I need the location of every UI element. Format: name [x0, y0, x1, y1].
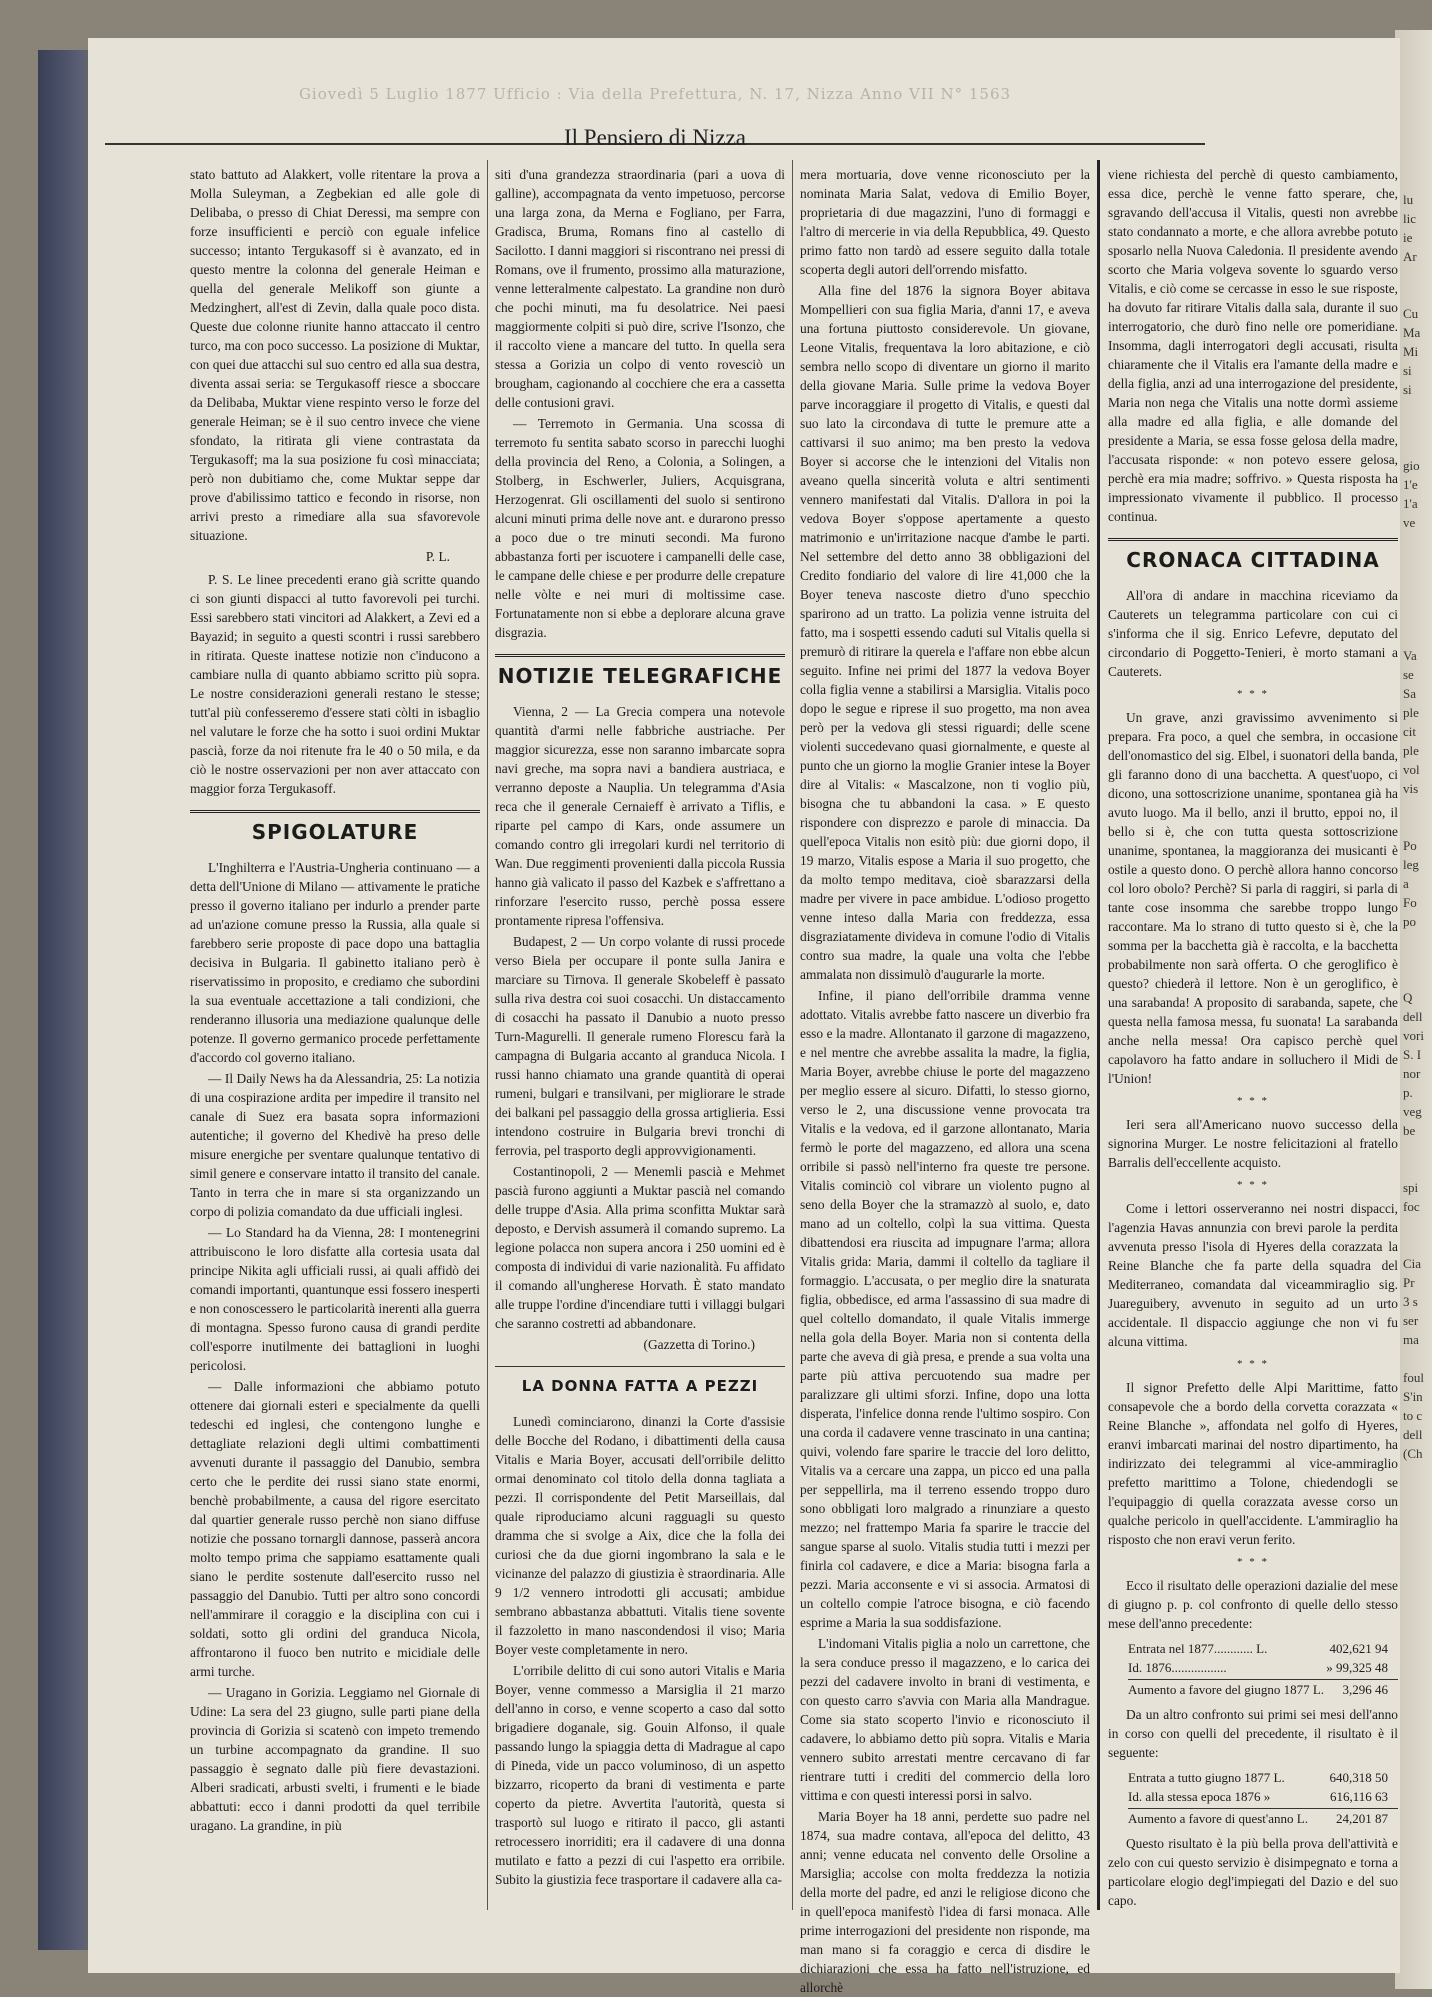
fragment-line	[1403, 798, 1432, 817]
fragment-line: to c	[1403, 1408, 1423, 1423]
fragment-line: be	[1403, 1123, 1416, 1138]
article-paragraph: Lunedì cominciarono, dinanzi la Corte d'assisie delle Bocche del Rodano, i dibattimenti della causa Vitalis e Maria Boyer, accusati dell'orribile delitto ormai denominato col titolo della donna tagliata a pezzi. Il corrispondente del Petit Marseillais, dal quale riproduciamo alcuni ragguagli su questo dramma che si svolge a Aix, dice che la folla dei curiosi che da due giorni ingombrano la sala e le vicinanze del palazzo di giustizia è straordinaria. Alle 9 1/2 vennero introdotti gli accusati; ambidue sembrano abbastanza abbattuti. Vitalis tiene sovente il fazzoletto in mano nascondendosi il viso; Maria Boyer veste completamente in nero.	[495, 1414, 785, 1657]
fragment-line: foc	[1403, 1199, 1420, 1214]
article-paragraph: Ieri sera all'Americano nuovo successo della signorina Murger. Le nostre felicitazioni al fratello Barralis dell'eccellente acquisto.	[1108, 1117, 1398, 1170]
fragment-line	[1403, 608, 1432, 627]
column-divider	[487, 160, 488, 1910]
fragment-line: si	[1403, 363, 1412, 378]
article-paragraph: siti d'una grandezza straordinaria (pari a uova di galline), accompagnata da vento impetuoso, percorse una larga zona, da Merna e Fogliano, per Farra, Gradisca, Bruma, Romans fino al castello di Sacilotto. I danni maggiori si riscontrano nei pressi di Romans, ove il frumento, prossimo alla maturazione, venne letteralmente calpestato. La grandine non durò che pochi minuti, ma fu desolatrice. Nei paesi maggiormente colpiti si può dire, scrive l'Isonzo, che il raccolto viene a mancare del tutto. In quella sera stessa a Gorizia un colpo di vento rovesciò un brougham, cagionando al cocchiere che era a cassetta delle contusioni gravi.	[495, 167, 785, 410]
fragment-line	[1403, 266, 1432, 285]
article-paragraph: stato battuto ad Alakkert, volle ritentare la prova a Molla Suleyman, a Zegbekian ed alle gole di Delibaba, o presso di Chiat Deressi, ma sempre con forze insufficienti e perciò con eguale infelice successo; intanto Tergukasoff si è avanzato, ed in questo mentre la colonna del generale Heiman e quella del generale Melikoff son giunte a Medzinghert, all'est di Zevin, dalla quale poco dista. Queste due colonne riunite hanno attaccato il centro turco, ma con poco successo. La posizione di Muktar, con quei due attacchi sul suo centro ed alla sua destra, diventa assai seria: se Tergukasoff riesce a sboccare da Delibaba, Muktar viene respinto verso le forze del generale Heiman; se è il suo centro invece che viene sfondato, la ritirata gli viene contrastata da Tergukasoff; ma la sua posizione fu così minacciata; però non dubitiamo che, come Muktar seppe dar prove d'abilissimo tattico e fecondo in risorse, non arrivi presto a rimediare alla sua sfavorevole situazione.	[190, 167, 480, 543]
article-paragraph: L'Inghilterra e l'Austria-Ungheria continuano — a detta dell'Unione di Milano — attivamente le pratiche presso il governo italiano per indurlo a prender parte ad un'azione comune presso la Russia, alla quale si farebbero serie proposte di pace dopo una battaglia decisiva in Bulgaria. Il gabinetto italiano però è riservatissimo in proposito, e crediamo che subordini la sua eventuale accettazione a tali condizioni, che renderanno illusoria una mediazione qualunque delle potenze. Il governo germanico procede perfettamente d'accordo col governo italiano.	[190, 860, 480, 1065]
table-row: Id. alla stessa epoca 1876 » 616,116 63	[1128, 1789, 1388, 1804]
fragment-line: Pr	[1403, 1275, 1415, 1290]
fragment-line	[1403, 399, 1432, 418]
article-paragraph: mera mortuaria, dove venne riconosciuto per la nominata Maria Salat, vedova di Emilio Boyer, proprietaria di due magazzini, l'uno di formaggi e l'altro di mercerie in via della Repubblica, 49. Questo primo fatto non tardò ad essere seguito dalla totale scoperta degli autori dell'orrendo misfatto.	[800, 167, 1090, 277]
article-paragraph: Budapest, 2 — Un corpo volante di russi procede verso Biela per occupare il ponte sulla Janira e marciare su Tirnova. Il generale Skobeleff è passato sulla riva destra coi suoi cosacchi. Un distaccamento di cosacchi ha passato il Danubio a nuoto presso Turn-Magurelli. Il generale rumeno Florescu farà la campagna di Bulgaria accanto al granduca Nicola. I russi hanno chiamato una grande quantità di operai rumeni, bulgari e transilvani, per migliorare le strade dei balkani pel passaggio della grossa artiglieria. Essi intendono costruire in Bulgaria brevi tronchi di ferrovia, pel trasporto degli approvvigionamenti.	[495, 934, 785, 1158]
article-paragraph: P. S. Le linee precedenti erano già scritte quando ci son giunti dispacci al tutto favorevoli pei turchi. Essi sarebbero stati vincitori ad Alakkert, a Zevi ed a Bayazid; in seguito a questi scontri i russi sarebbero in ritirata. Queste inattese notizie non c'inducono a cambiare nulla di quanto abbiamo scritto più sopra. Le nostre considerazioni generali restano le stesse; tutt'al più confesseremo d'essere stati còlti in isbaglio nel valutare le forze che ha sotto i suoi ordini Muktar pascià, forze da noi ritenute fra le 40 o 50 mila, e da ciò le nostre osservazioni per non aver attaccato con maggior forza Tergukasoff.	[190, 572, 480, 796]
fragment-line: vori	[1403, 1028, 1424, 1043]
section-title-spigolature: SPIGOLATURE	[190, 810, 480, 848]
separator-stars: * * *	[1237, 1358, 1269, 1370]
source-credit: (Gazzetta di Torino.)	[643, 1337, 755, 1352]
fragment-line: ple	[1403, 705, 1419, 720]
fragment-line: S'in	[1403, 1389, 1423, 1404]
adjacent-page-fragment	[1403, 190, 1432, 1890]
tax-table-june	[1128, 1639, 1398, 1699]
fragment-line: veg	[1403, 1104, 1422, 1119]
fragment-line	[1403, 969, 1432, 988]
article-paragraph: L'orribile delitto di cui sono autori Vitalis e Maria Boyer, venne commesso a Marsiglia il 21 marzo dell'anno in corso, e venne scoperto a caso dal sotto brigadiere doganale, sig. Gouin Alfonso, il quale passando lungo la spiaggia detta di Madrague al capo di Pineda, vide un pacco voluminoso, di un aspetto bizzarro, ricoperto da brani di vestimenta e parte coperto da pietre. Avvertita l'autorità, questa si trasportò sul luogo e ritirato il pacco, gli astanti retrocessero inorriditi; era il cadavere di una donna mutilato e fatto a pezzi di cui l'aspetto era orribile. Subito la giustizia fece trasportare il cadavere alla ca-	[495, 1663, 785, 1887]
article-paragraph: — Lo Standard ha da Vienna, 28: I montenegrini attribuiscono le loro disfatte alla cortesia usata dal principe Nikita agli ufficiali russi, ai quali affidò dei comandi importanti, quantunque essi fossero inesperti e non conoscessero le particolarità inerenti alla guerra di montagna. Spesso furono causa di grandi perdite coll'esporre inutilmente dei battaglioni in luoghi pericolosi.	[190, 1225, 480, 1373]
article-paragraph: Costantinopoli, 2 — Menemli pascià e Mehmet pascià furono aggiunti a Muktar pascià nel comando delle truppe d'Asia. Alla prima sconfitta Muktar sarà deposto, e Dervish assumerà il comando supremo. La legione polacca non supera ancora i 250 uomini ed è composta di individui di varie nazionalità. Fu affidato il comando all'ungherese Horvath. È stato mandato alle truppe l'ordine d'incendiare tutti i villaggi bulgari che saranno costretti ad abbandonare.	[495, 1164, 785, 1331]
column-4	[1108, 165, 1398, 1910]
article-paragraph: L'indomani Vitalis piglia a nolo un carrettone, che la sera conduce presso il magazzeno, e lo carica dei pezzi del cadavere involto in brani di vestimenta, e con questo carro s'avvia con Maria alla Mandrague. Come sia stato scoperto l'invio e riconosciuto il cadavere, lo abbiamo detto più sopra. Vitalis e Maria vennero subito arrestati mentre cercavano di far rientrare tutti i crediti del commercio della loro vittima e con questi interessi porsi in salvo.	[800, 1636, 1090, 1803]
tax-table-semester	[1128, 1768, 1398, 1828]
fragment-line	[1403, 627, 1432, 646]
page-header	[105, 85, 1205, 150]
section-title-donna-fatta-a-pezzi: LA DONNA FATTA A PEZZI	[495, 1366, 785, 1402]
fragment-line: se	[1403, 667, 1414, 682]
article-paragraph: Il signor Prefetto delle Alpi Marittime, fatto consapevole che a bordo della corvetta corazzata « Reine Blanche », affondata nel golfo di Hyeres, eranvi imbarcati marinai del nostro dipartimento, ha indirizzato dei telegrammi al vice-ammiraglio prefetto marittimo a Tolone, chiedendogli se l'equipaggio di quella corazzata avesse corso un qualche pericolo in quell'accidente. L'ammiraglio ha risposto che non eravi verun ferito.	[1108, 1380, 1398, 1547]
separator-stars: * * *	[1237, 688, 1269, 700]
article-paragraph: Un grave, anzi gravissimo avvenimento si prepara. Fra poco, a quel che sembra, in occasione dell'onomastico del sig. Elbel, i suonatori della banda, gli faranno dono di una bacchetta. A quest'uopo, ci dicono, una sottoscrizione unanime, spontanea già ha avuto luogo. Ma il bello, anzi il brutto, eppoi no, il bello si è, che con tutta questa sottoscrizione unanime, spontanea, la maggioranza dei musicanti è ostile a questo dono. O perchè allora hanno concorso col loro obolo? Perchè? Si parla di raggiri, si parla di tante cose insomma che sarebbe troppo lungo raccontare. Ma lo strano di tutto questo si è, che la somma per la bacchetta già è raccolta, e la bacchetta probabilmente non sarà offerta. O che geroglifico è questo? chiederà il lettore. Non è un geroglifico, è una sarabanda! A proposito di sarabanda, sapete, che questa nella famosa messa, fu suonata! La sarabanda anche nella messa! Ora capisco perchè quel capolavoro ha fatto andare in solluchero il Midi de l'Union!	[1108, 710, 1398, 1086]
article-paragraph: — Terremoto in Germania. Una scossa di terremoto fu sentita sabato scorso in parecchi luoghi della provincia del Reno, a Colonia, a Solingen, a Stolberg, in Eschwerler, Juliers, Acquisgrana, Herzogenrat. Gli oscillamenti del suolo si sentirono alcuni minuti prima delle nove ant. e durarono presso a poco due o tre minuti secondi. Ma furono abbastanza forti per iscuotere i campanelli delle case, le campane delle chiese e per produrre delle crepature nelle vòlte e nei muri di moltissime case. Fortunatamente non si ebbe a deplorare alcuna grave disgrazia.	[495, 416, 785, 640]
fragment-line: vol	[1403, 762, 1420, 777]
fragment-line: ple	[1403, 743, 1419, 758]
fragment-line: dell	[1403, 1427, 1423, 1442]
article-paragraph: — Dalle informazioni che abbiamo potuto ottenere dai giornali esteri e specialmente da quelli tedeschi ed inglesi, che contengono lunghe e dettagliate relazioni degli ultimi combattimenti avvenuti durante il passaggio del Danubio, sembra certo che le perdite dei russi siano state enormi, benchè probabilmente, a causa del rigore esercitato dal quartier generale russo perchè non siano diffuse notizie che possano tornargli dannose, passerà ancora molto tempo prima che sappiamo esattamente quali siano le perdite sostenute dall'esercito russo nel passaggio del Danubio. Tutti per altro sono concordi nell'ammirare il coraggio e la disciplina con cui i soldati, sotto gli ordini del granduca Nicola, affrontarono il fuoco ben nutrito e micidiale delle armi turche.	[190, 1379, 480, 1679]
table-row: Id. 1876................. » 99,325 48	[1128, 1660, 1388, 1675]
table-total-row: Aumento a favore del giugno 1877 L. 3,296 46	[1128, 1679, 1398, 1699]
fragment-line: 1'e	[1403, 477, 1418, 492]
article-paragraph: — Il Daily News ha da Alessandria, 25: La notizia di una cospirazione ardita per impedire il transito nel canale di Suez era basata sopra informazioni autentiche; il governo del Khedivè ha preso delle misure energiche per sventare qualunque tentativo di simil genere e conservare intatto il transito del canale. Tanto in terra che in mare si sta organizzando un corpo di polizia comandato da due ufficiali inglesi.	[190, 1071, 480, 1219]
fragment-line: dell	[1403, 1009, 1423, 1024]
header-show-through: Giovedì 5 Luglio 1877 Ufficio : Via della Prefettura, N. 17, Nizza Anno VII N° 1563	[298, 85, 1012, 103]
fragment-line	[1403, 285, 1432, 304]
article-paragraph: viene richiesta del perchè di questo cambiamento, essa dice, perchè le venne fatto sperare, che, sgravando dell'accusa il Vitalis, questi non avrebbe stato condannato a morte, e che allora avrebbe potuto sposarlo nella Nuova Caledonia. Il presidente avendo scorto che Maria volgeva sovente lo sguardo verso Vitalis, e ciò come se cercasse in esso le sue risposte, ha dovuto far ritirare Vitalis dalla sala, durante il suo interrogatorio, che durò fino nelle ore pomeridiane. Insomma, dagli interrogatori degli accusati, risulta chiaramente che il Vitalis era l'amante della madre e della figlia, anzi ad una interrogazione del presidente, Maria non nega che Vitalis una notte dormì assieme alla madre ed alla figlia, e alle domande del presidente a Maria, se essa fosse gelosa della madre, l'accusata risponde: « non potevo essere gelosa, perchè era mia madre; soffrivo. » Questa risposta ha impressionato vivamente il pubblico. Il processo continua.	[1108, 167, 1398, 524]
separator-stars: * * *	[1237, 1095, 1269, 1107]
fragment-line: ma	[1403, 1332, 1419, 1347]
table-row: Entrata nel 1877............ L. 402,621 94	[1128, 1641, 1388, 1656]
fragment-line: foul	[1403, 1370, 1424, 1385]
fragment-line	[1403, 1235, 1432, 1254]
fragment-line: Fo	[1403, 895, 1417, 910]
fragment-line	[1403, 1159, 1432, 1178]
fragment-line: leg	[1403, 857, 1419, 872]
fragment-line: S. I	[1403, 1047, 1422, 1062]
separator-stars: * * *	[1237, 1556, 1269, 1568]
article-paragraph: Da un altro confronto sui primi sei mesi dell'anno in corso con quelli del precedente, il risultato è il seguente:	[1108, 1707, 1398, 1760]
fragment-line	[1403, 1216, 1432, 1235]
fragment-line	[1403, 570, 1432, 589]
fragment-line: lic	[1403, 211, 1416, 226]
article-paragraph: Questo risultato è la più bella prova dell'attività e zelo con cui questo servizio è disimpegnato e torna a particolare elogio degl'impiegati del Dazio e del suo capo.	[1108, 1836, 1398, 1908]
column-divider	[1097, 160, 1100, 1910]
fragment-line: Cu	[1403, 306, 1419, 321]
fragment-line: Q	[1403, 990, 1413, 1005]
fragment-line	[1403, 931, 1432, 950]
author-signature: P. L.	[425, 549, 450, 564]
section-title-cronaca-cittadina: CRONACA CITTADINA	[1108, 538, 1398, 576]
separator-stars: * * *	[1237, 1179, 1269, 1191]
article-paragraph: — Uragano in Gorizia. Leggiamo nel Giornale di Udine: La sera del 23 giugno, sulle parti piane della provincia di Gorizia si scatenò con impeto tremendo un turbine accompagnato da grandine. Il suo passaggio è segnato dalle più fiere devastazioni. Alberi sradicati, arbusti svelti, i frumenti e le biade abbattuti: ecco i danni prodotti da quel terribile uragano. La grandine, in più	[190, 1685, 480, 1833]
table-total-row: Aumento a favore di quest'anno L. 24,201 87	[1128, 1808, 1398, 1828]
fragment-line: 3 s	[1403, 1294, 1418, 1309]
fragment-line	[1403, 1349, 1432, 1368]
article-paragraph: Maria Boyer ha 18 anni, perdette suo padre nel 1874, sua madre contava, all'epoca del delitto, 43 anni; venne educata nel convento delle Orsoline a Marsiglia; accolse con molta freddezza la notizia della morte del padre, ed anzi le religiose dicono che in quell'epoca manifestò l'idea di farsi monaca. Alle prime interrogazioni del presidente non risponde, ma man mano si fa coraggio e cerca di disdire le dichiarazioni che essa ha fatto nell'istruzione, ed allorchè	[800, 1809, 1090, 1995]
fragment-line	[1403, 817, 1432, 836]
fragment-line: Ma	[1403, 325, 1421, 340]
column-2	[495, 165, 785, 1910]
fragment-line: spi	[1403, 1180, 1419, 1195]
fragment-line: gio	[1403, 458, 1420, 473]
table-row: Entrata a tutto giugno 1877 L. 640,318 50	[1128, 1770, 1388, 1785]
fragment-line: ie	[1403, 230, 1413, 245]
column-divider	[792, 160, 793, 1910]
fragment-line: (Ch	[1403, 1446, 1423, 1461]
masthead-title: Il Pensiero di Nizza	[563, 125, 747, 150]
fragment-line: lu	[1403, 192, 1414, 207]
fragment-line: nor	[1403, 1066, 1421, 1081]
fragment-line: Po	[1403, 838, 1417, 853]
fragment-line: si	[1403, 382, 1412, 397]
fragment-line: vis	[1403, 781, 1419, 796]
fragment-line	[1403, 950, 1432, 969]
fragment-line: 1'a	[1403, 496, 1418, 511]
article-paragraph: Ecco il risultato delle operazioni dazialie del mese di giugno p. p. col confronto di quelle dello stesso mese dell'anno precedente:	[1108, 1578, 1398, 1631]
fragment-line: Sa	[1403, 686, 1416, 701]
fragment-line	[1403, 1140, 1432, 1159]
fragment-line	[1403, 551, 1432, 570]
fragment-line	[1403, 437, 1432, 456]
fragment-line: Ar	[1403, 249, 1417, 264]
fragment-line: p.	[1403, 1085, 1413, 1100]
fragment-line: Va	[1403, 648, 1417, 663]
fragment-line: a	[1403, 876, 1409, 891]
article-paragraph: All'ora di andare in macchina riceviamo da Cauterets un telegramma particolare con cui ci s'informa che il sig. Enrico Lefevre, deputato del circondario di Poggetto-Tenieri, è morto stamani a Cauterets.	[1108, 588, 1398, 679]
fragment-line	[1403, 418, 1432, 437]
section-title-notizie-telegrafiche: NOTIZIE TELEGRAFICHE	[495, 654, 785, 692]
fragment-line	[1403, 589, 1432, 608]
fragment-line: cit	[1403, 724, 1416, 739]
fragment-line: po	[1403, 914, 1416, 929]
fragment-line: Cia	[1403, 1256, 1422, 1271]
fragment-line	[1403, 532, 1432, 551]
fragment-line: Mi	[1403, 344, 1419, 359]
article-paragraph: Vienna, 2 — La Grecia compera una notevole quantità d'armi nelle fabbriche austriache. Per maggior sicurezza, esse non saranno imbarcate sopra navi greche, ma sopra navi a bandiera austriaca, e verranno deposte a Nauplia. Un telegramma d'Asia reca che il generale Cernaieff è arrivato a Tiflis, e riparte pel campo di Kars, onde assumere un comando contro gli irregolari kurdi nel territorio di Wan. Due reggimenti provenienti dalla piccola Russia hanno già valicato il passo del Kazbek e s'affrettano a rinforzare l'esercito russo, perchè possa essere prontamente ripresa l'offensiva.	[495, 704, 785, 928]
fragment-line: ser	[1403, 1313, 1419, 1328]
article-paragraph: Alla fine del 1876 la signora Boyer abitava Mompellieri con sua figlia Maria, d'anni 17, e aveva una fortuna piuttosto considerevole. Un giovane, Leone Vitalis, frequentava la loro abitazione, e ciò sembra nello scopo di diventare un giorno il marito della giovane Maria. Sulle prime la vedova Boyer parve incoraggiare il progetto di Vitalis, e questi dal suo lato la circondava di tutte le premure atte a cattivarsi il suo animo; ma ben presto la vedova Boyer si accorse che le intenzioni del Vitalis non aveano quella sincerità voluta e altri sentimenti vennero manifestati dal Vitalis. D'allora in poi la vedova Boyer s'oppose apertamente a questo matrimonio e un'irritazione nacque d'ambe le parti. Nel settembre del detto anno 38 obbligazioni del Credito fondiario del valore di lire 41,000 che la Boyer teneva nascoste dietro d'uno specchio sparirono ad un tratto. La polizia venne istruita del fatto, ma i sospetti essendo caduti sul Vitalis quella si premurò di ritirare la querela e l'affare non ebbe alcun seguito. Infine nei primi del 1877 la vedova Boyer colla figlia venne a stabilirsi a Marsiglia. Vitalis poco dopo le segue e riprese il suo progetto, ma non avea però per la vedova gli stessi riguardi; delle scene violenti succedevano quasi giornalmente, e queste al punto che un giorno la moglie Granier intese la Boyer dire al Vitalis: « Mascalzone, non ti voglio più, bisogna che tu abbandoni la casa. » E questo rispondere con disprezzo e parole di minaccia. Da quell'epoca Vitalis non esitò più: due giorni dopo, il 19 marzo, Vitalis espose a Maria il suo progetto, che da molto tempo meditava, cioè sbarazzarsi della madre per vivere in pace ambidue. L'odioso progetto venne inteso dalla Maria con freddezza, essa disgraziatamente divideva in comune l'odio di Vitalis contro sua madre, la quale una volta che l'ebbe ammalata non dissimulò d'augurarle la morte.	[800, 283, 1090, 982]
article-paragraph: Infine, il piano dell'orribile dramma venne adottato. Vitalis avrebbe fatto nascere un diverbio fra esso e la madre. Allontanato il garzone di magazzeno, e nel mentre che avrebbe assalita la madre, la figlia, Maria Boyer, avrebbe chiuse le porte del magazzeno per meglio essere al sicuro. Difatti, lo stesso giorno, verso le 2, una discussione venne provocata tra Vitalis e la vedova, ed il garzone allontanato, Maria fermò le porte del magazzeno, ed allora una scena orribile si passò nell'interno fra queste tre persone. Vitalis cominciò col vibrare un violento pugno al seno della Boyer che la stramazzò al suolo, e, dato mano ad un coltello, colpì la sua vittima. Questa dibattendosi era riuscita ad impugnare l'arma; allora Vitalis grida: Maria, dammi il coltello da tagliare il formaggio. L'accusata, o per meglio dire la snaturata figlia, obbedisce, ed arma l'assassino di sua madre di quel coltello domandato, il quale Vitalis immerge nella gola della Boyer. Maria non si contenta della parte che aveva di già presa, e prende a sua volta una parte più attiva percuotendo sua madre per paralizzare gli ultimi sforzi. Infine, dopo una lotta disperata, l'infelice donna rende l'ultimo sospiro. Con una corda il cadavere venne trascinato in una cantina; quivi, volendo fare sparire le traccie del loro delitto, Vitalis va a cercare una zappa, un picco ed una palla per seppellirla, ma il terreno essendo troppo duro sono obbligati loro malgrado a rinunziare a questo mezzo; nel frattempo Maria fa sparire le traccie del sangue sparse al suolo. Vitalis studia tutti i mezzi per finirla col cadavere, e dice a Maria: bisogna farla a pezzi. Maria acconsente e vi si associa. Armatosi di un coltello compie l'atroce bisogna, e ciò facendo esprime a Maria la sua soddisfazione.	[800, 988, 1090, 1630]
column-1	[190, 165, 480, 1910]
article-paragraph: Come i lettori osserveranno nei nostri dispacci, l'agenzia Havas annunzia con brevi parole la perdita avvenuta presso l'isola di Hyeres della corazzata la Reine Blanche che fa parte della squadra del Mediterraneo, comandata dal viceammiraglio sig. Juareguibery, avvenuto in seguito ad un urto accidentale. Il dispaccio aggiunge che non vi fu alcuna vittima.	[1108, 1201, 1398, 1349]
fragment-line: ve	[1403, 515, 1416, 530]
column-3	[800, 165, 1090, 1995]
